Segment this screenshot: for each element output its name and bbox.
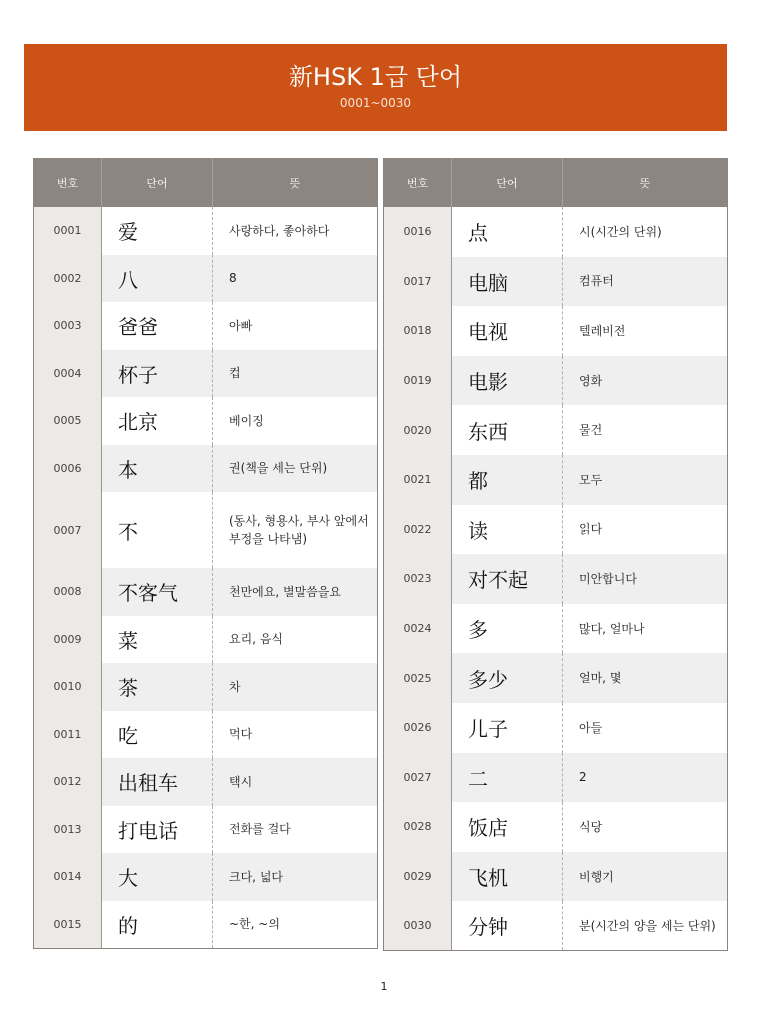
chinese-word: 对不起	[452, 554, 563, 604]
table-row	[34, 663, 378, 711]
table-row	[384, 802, 728, 852]
chinese-word: 多少	[452, 653, 563, 703]
chinese-word: 饭店	[452, 802, 563, 852]
table-row	[384, 455, 728, 505]
word-number: 0015	[34, 901, 102, 949]
word-number: 0030	[384, 901, 452, 951]
word-number: 0018	[384, 306, 452, 356]
chinese-word: 吃	[102, 711, 213, 759]
chinese-word: 菜	[102, 616, 213, 664]
chinese-word: 出租车	[102, 758, 213, 806]
chinese-word: 都	[452, 455, 563, 505]
word-meaning: 분(시간의 양을 세는 단위)	[563, 901, 728, 951]
word-number: 0023	[384, 554, 452, 604]
vocab-table-left	[33, 158, 378, 949]
chinese-word: 八	[102, 255, 213, 303]
chinese-word: 电脑	[452, 257, 563, 307]
table-row	[34, 806, 378, 854]
chinese-word: 不客气	[102, 568, 213, 616]
word-number: 0012	[34, 758, 102, 806]
word-meaning: 천만에요, 별말씀을요	[213, 568, 378, 616]
table-row	[34, 445, 378, 493]
word-meaning: 컴퓨터	[563, 257, 728, 307]
table-row	[34, 255, 378, 303]
word-meaning: 크다, 넓다	[213, 853, 378, 901]
word-meaning: 먹다	[213, 711, 378, 759]
table-row	[384, 901, 728, 951]
chinese-word: 爸爸	[102, 302, 213, 350]
table-row	[34, 853, 378, 901]
column-header-num: 번호	[34, 159, 102, 208]
chinese-word: 杯子	[102, 350, 213, 398]
word-number: 0003	[34, 302, 102, 350]
chinese-word: 飞机	[452, 852, 563, 902]
vocab-rows-left	[34, 207, 378, 948]
word-number: 0010	[34, 663, 102, 711]
table-row	[34, 397, 378, 445]
chinese-word: 点	[452, 207, 563, 257]
word-number: 0007	[34, 492, 102, 568]
table-header-row	[384, 159, 728, 208]
word-meaning: (동사, 형용사, 부사 앞에서 부정을 나타냄)	[213, 492, 378, 568]
table-row	[384, 505, 728, 555]
chinese-word: 大	[102, 853, 213, 901]
word-meaning: 물건	[563, 405, 728, 455]
column-header-word: 단어	[102, 159, 213, 208]
table-row	[34, 901, 378, 949]
table-row	[384, 604, 728, 654]
chinese-word: 爱	[102, 207, 213, 255]
word-number: 0006	[34, 445, 102, 493]
word-number: 0011	[34, 711, 102, 759]
chinese-word: 电影	[452, 356, 563, 406]
table-row	[384, 554, 728, 604]
table-row	[34, 711, 378, 759]
word-meaning: 권(책을 세는 단위)	[213, 445, 378, 493]
column-header-meaning: 뜻	[213, 159, 378, 208]
word-meaning: 아들	[563, 703, 728, 753]
word-number: 0026	[384, 703, 452, 753]
word-number: 0021	[384, 455, 452, 505]
word-number: 0019	[384, 356, 452, 406]
table-header-row	[34, 159, 378, 208]
table-row	[34, 758, 378, 806]
word-meaning: 8	[213, 255, 378, 303]
page-title: 新HSK 1급 단어	[288, 63, 463, 91]
title-banner	[24, 44, 727, 131]
chinese-word: 的	[102, 901, 213, 949]
word-meaning: 얼마, 몇	[563, 653, 728, 703]
table-row	[384, 306, 728, 356]
table-row	[384, 405, 728, 455]
word-meaning: 택시	[213, 758, 378, 806]
table-row	[384, 653, 728, 703]
word-number: 0013	[34, 806, 102, 854]
word-number: 0020	[384, 405, 452, 455]
chinese-word: 分钟	[452, 901, 563, 951]
word-number: 0017	[384, 257, 452, 307]
chinese-word: 茶	[102, 663, 213, 711]
table-row	[34, 492, 378, 568]
word-meaning: 2	[563, 753, 728, 803]
word-meaning: 사랑하다, 좋아하다	[213, 207, 378, 255]
table-row	[34, 568, 378, 616]
word-meaning: 텔레비전	[563, 306, 728, 356]
column-header-num: 번호	[384, 159, 452, 208]
chinese-word: 本	[102, 445, 213, 493]
word-meaning: 요리, 음식	[213, 616, 378, 664]
word-number: 0025	[384, 653, 452, 703]
vocab-rows-right	[384, 207, 728, 951]
word-meaning: 읽다	[563, 505, 728, 555]
word-meaning: 영화	[563, 356, 728, 406]
word-number: 0002	[34, 255, 102, 303]
chinese-word: 不	[102, 492, 213, 568]
table-row	[384, 257, 728, 307]
word-meaning: 컵	[213, 350, 378, 398]
word-number: 0008	[34, 568, 102, 616]
word-meaning: 식당	[563, 802, 728, 852]
word-number: 0024	[384, 604, 452, 654]
word-meaning: 많다, 얼마나	[563, 604, 728, 654]
word-number: 0001	[34, 207, 102, 255]
table-row	[384, 753, 728, 803]
chinese-word: 电视	[452, 306, 563, 356]
word-number: 0022	[384, 505, 452, 555]
table-row	[384, 703, 728, 753]
column-header-meaning: 뜻	[563, 159, 728, 208]
chinese-word: 东西	[452, 405, 563, 455]
word-number: 0029	[384, 852, 452, 902]
chinese-word: 打电话	[102, 806, 213, 854]
word-number: 0014	[34, 853, 102, 901]
column-header-word: 단어	[452, 159, 563, 208]
table-row	[34, 302, 378, 350]
table-row	[384, 852, 728, 902]
word-number: 0005	[34, 397, 102, 445]
chinese-word: 多	[452, 604, 563, 654]
word-meaning: 시(시간의 단위)	[563, 207, 728, 257]
word-number: 0009	[34, 616, 102, 664]
word-number: 0027	[384, 753, 452, 803]
word-meaning: 아빠	[213, 302, 378, 350]
page-subtitle: 0001~0030	[339, 96, 412, 110]
word-meaning: 베이징	[213, 397, 378, 445]
table-row	[384, 356, 728, 406]
word-number: 0028	[384, 802, 452, 852]
word-meaning: 차	[213, 663, 378, 711]
chinese-word: 儿子	[452, 703, 563, 753]
word-meaning: 미안합니다	[563, 554, 728, 604]
chinese-word: 北京	[102, 397, 213, 445]
word-number: 0004	[34, 350, 102, 398]
word-number: 0016	[384, 207, 452, 257]
vocab-table-right	[383, 158, 728, 951]
word-meaning: ~한, ~의	[213, 901, 378, 949]
chinese-word: 二	[452, 753, 563, 803]
table-row	[384, 207, 728, 257]
table-row	[34, 616, 378, 664]
table-row	[34, 350, 378, 398]
word-meaning: 모두	[563, 455, 728, 505]
word-meaning: 비행기	[563, 852, 728, 902]
chinese-word: 读	[452, 505, 563, 555]
page-number: 1	[380, 980, 388, 993]
table-row	[34, 207, 378, 255]
word-meaning: 전화를 걸다	[213, 806, 378, 854]
